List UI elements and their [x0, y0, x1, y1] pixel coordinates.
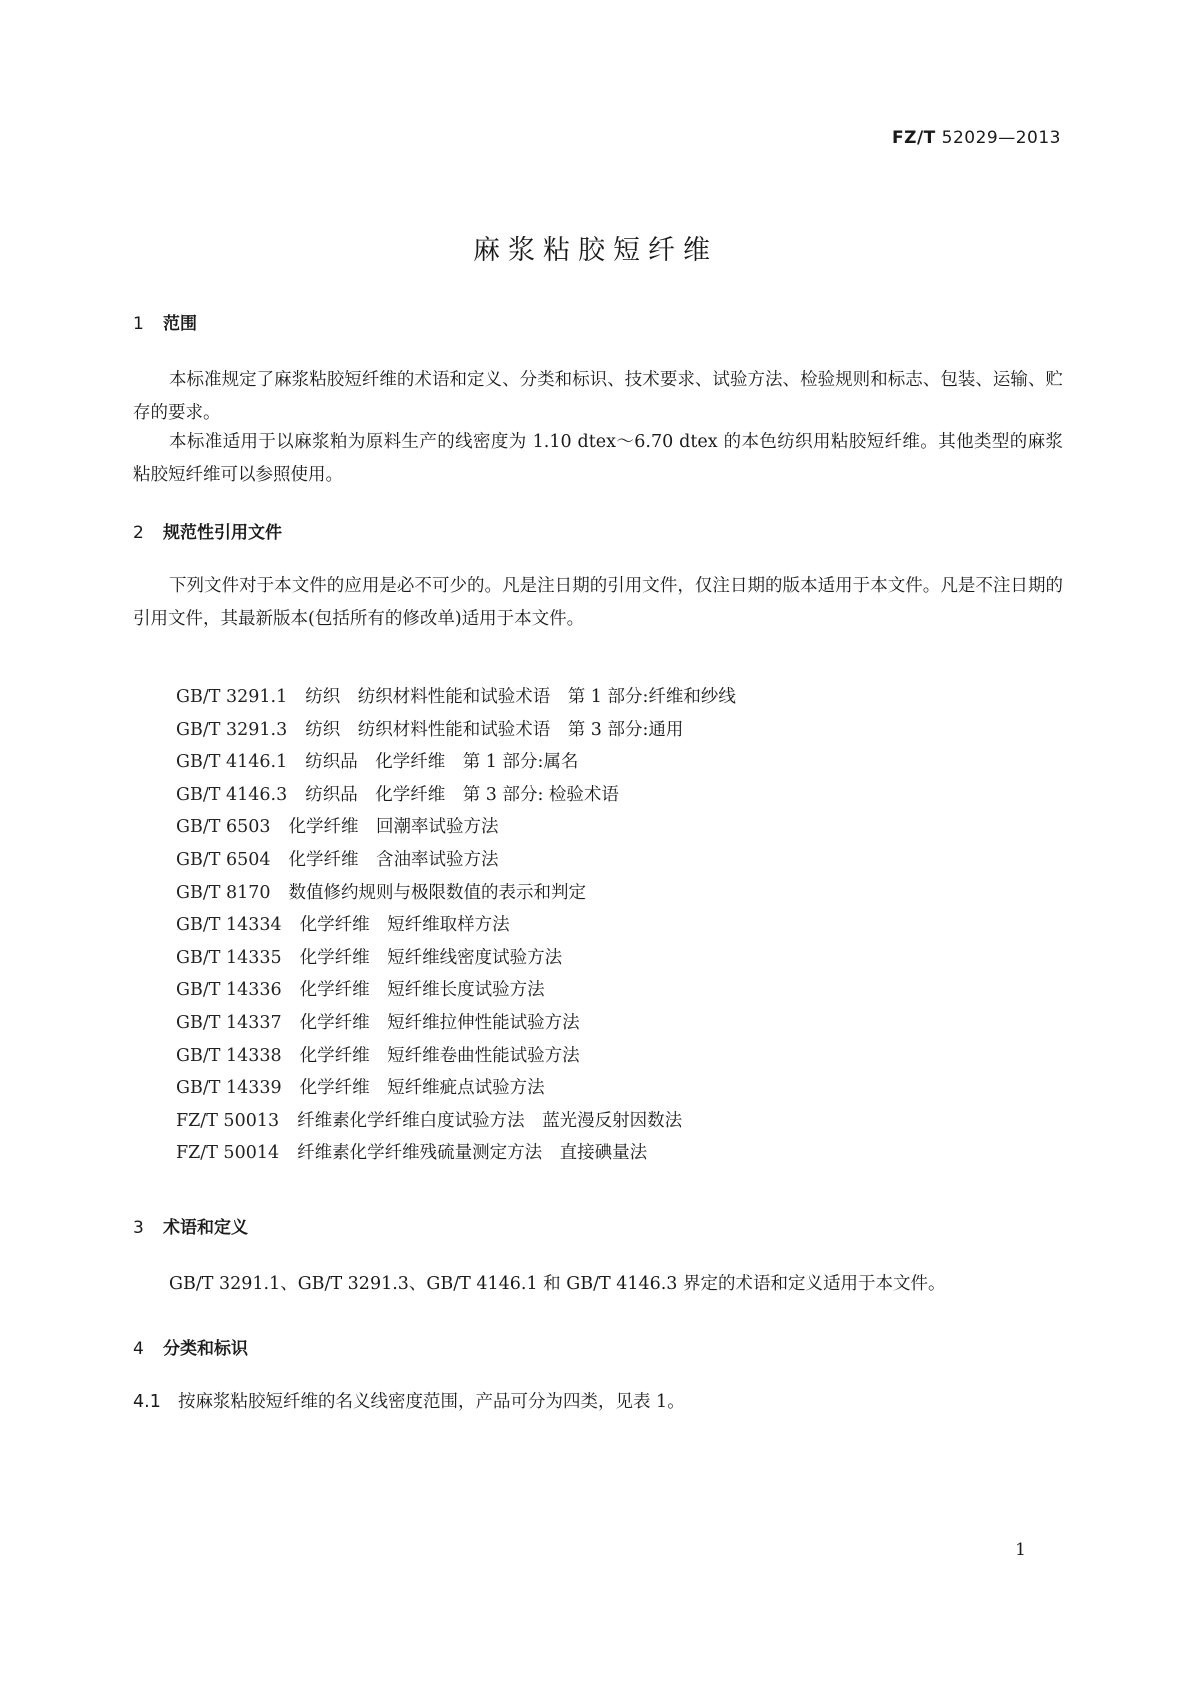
document-title: 麻浆粘胶短纤维 [473, 235, 718, 266]
section-title: 术语和定义 [163, 1218, 248, 1238]
standard-code: 52029—2013 [941, 128, 1061, 148]
section-3-heading [133, 1213, 248, 1238]
reference-item: FZ/T 50013 纤维素化学纤维白度试验方法 蓝光漫反射因数法 [176, 1110, 683, 1131]
section-2-heading [133, 518, 282, 543]
reference-item: GB/T 14337 化学纤维 短纤维拉伸性能试验方法 [176, 1012, 580, 1033]
reference-item: GB/T 6503 化学纤维 回潮率试验方法 [176, 817, 499, 838]
section-number: 4 [133, 1339, 144, 1359]
section-2-paragraph-1: 下列文件对于本文件的应用是必不可少的。凡是注日期的引用文件，仅注日期的版本适用于本文件。凡是不注日期的引用文件，其最新版本(包括所有的修改单)适用于本文件。 [133, 576, 1063, 629]
section-3-paragraph-1: GB/T 3291.1、GB/T 3291.3、GB/T 4146.1 和 GB/T 4146.3 界定的术语和定义适用于本文件。 [169, 1274, 946, 1294]
section-title: 规范性引用文件 [163, 523, 282, 543]
reference-item: GB/T 4146.3 纺织品 化学纤维 第 3 部分: 检验术语 [176, 784, 619, 805]
reference-item: GB/T 4146.1 纺织品 化学纤维 第 1 部分:属名 [176, 752, 579, 773]
section-4-heading [133, 1334, 248, 1359]
section-number: 1 [133, 314, 144, 334]
reference-item: GB/T 14338 化学纤维 短纤维卷曲性能试验方法 [176, 1045, 580, 1066]
section-1-paragraph-1: 本标准规定了麻浆粘胶短纤维的术语和定义、分类和标识、技术要求、试验方法、检验规则和标志、包装、运输、贮存的要求。 [133, 370, 1063, 423]
reference-item: GB/T 8170 数值修约规则与极限数值的表示和判定 [176, 882, 587, 903]
reference-item: GB/T 14339 化学纤维 短纤维疵点试验方法 [176, 1078, 545, 1099]
reference-item: GB/T 14336 化学纤维 短纤维长度试验方法 [176, 980, 545, 1001]
reference-item: GB/T 3291.1 纺织 纺织材料性能和试验术语 第 1 部分:纤维和纱线 [176, 687, 736, 707]
clause-text: 按麻浆粘胶短纤维的名义线密度范围，产品可分为四类，见表 1。 [178, 1392, 685, 1412]
reference-item: FZ/T 50014 纤维素化学纤维残硫量测定方法 直接碘量法 [176, 1143, 648, 1164]
section-1-heading [133, 309, 197, 334]
standard-prefix: FZ/T [892, 128, 936, 148]
clause-number: 4.1 [133, 1392, 161, 1412]
page-number: 1 [1015, 1540, 1026, 1560]
normative-references-list [176, 681, 736, 1170]
section-1-paragraph-2: 本标准适用于以麻浆粕为原料生产的线密度为 1.10 dtex～6.70 dtex 的本色纺织用粘胶短纤维。其他类型的麻浆粘胶短纤维可以参照使用。 [133, 432, 1063, 485]
reference-item: GB/T 14334 化学纤维 短纤维取样方法 [176, 915, 510, 936]
clause-4-1 [133, 1388, 685, 1413]
section-number: 3 [133, 1218, 144, 1238]
standard-number [892, 128, 1061, 148]
section-title: 分类和标识 [163, 1339, 248, 1359]
section-title: 范围 [163, 314, 197, 334]
section-number: 2 [133, 523, 144, 543]
reference-item: GB/T 3291.3 纺织 纺织材料性能和试验术语 第 3 部分:通用 [176, 719, 684, 740]
reference-item: GB/T 6504 化学纤维 含油率试验方法 [176, 849, 499, 870]
reference-item: GB/T 14335 化学纤维 短纤维线密度试验方法 [176, 947, 563, 968]
